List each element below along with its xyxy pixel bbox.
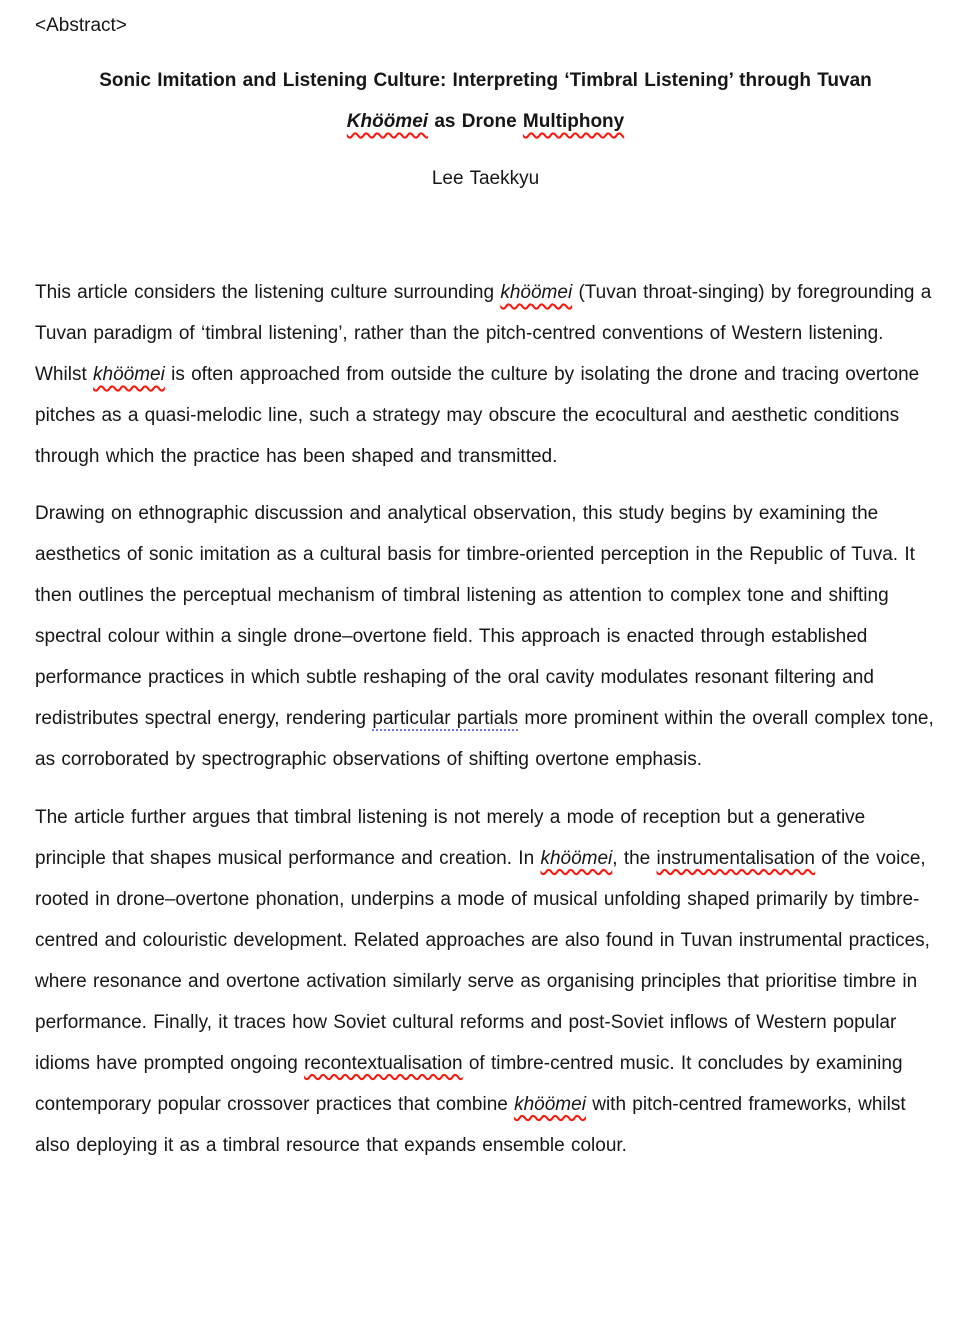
misspelled-word: khöömei [514, 1093, 586, 1115]
text-run: (Tuvan throat-singing) by foregrounding a Tuvan paradigm of ‘timbral listening’, rather than the pitch-centred conventions of Western listening. Whilst [35, 282, 932, 386]
empty-paragraph [35, 215, 936, 256]
misspelled-word: khöömei [93, 364, 165, 386]
text-run: Drawing on ethnographic discussion and analytical observation, this study begins by examining the aesthetics of sonic imitation as a cultural basis for timbre-oriented perception in the Republic of Tuva. It then outlines the perceptual mechanism of timbral listening as attention to complex tone and shifting spectral colour within a single drone–overtone field. This approach is enacted through established performance practices in which subtle reshaping of the oral cavity modulates resonant filtering and redistributes spectral energy, rendering [35, 503, 915, 730]
text-run: as Drone [428, 111, 523, 133]
text-run: , the [612, 847, 657, 869]
author-name: Lee Taekkyu [431, 168, 540, 190]
text-run: This article considers the listening culture surrounding [35, 282, 501, 304]
misspelled-word: instrumentalisation [656, 847, 815, 869]
text-run: of the voice, rooted in drone–overtone phonation, underpins a mode of musical unfolding shaped primarily by timbre-centred and colouristic development. Related approaches are also found in Tuvan instrumental practices, where resonance and overtone activation similarly serve as organising principles that prioritise timbre in performance. Finally, it traces how Soviet cultural reforms and post-Soviet inflows of Western popular idioms have prompted ongoing [35, 847, 930, 1074]
text-run: The article further argues that timbral listening is not merely a mode of reception but a generative principle that shapes musical performance and creation. In [35, 806, 866, 869]
abstract-tag: <Abstract> [35, 15, 127, 36]
abstract-paragraph-2 [35, 493, 936, 780]
misspelled-word: khöömei [540, 847, 613, 869]
paper-title [35, 60, 936, 142]
title-line-1: Sonic Imitation and Listening Culture: Interpreting ‘Timbral Listening’ through Tuvan [99, 70, 872, 92]
text-run: of timbre-centred music. It concludes by examining contemporary popular crossover practices that combine [35, 1052, 903, 1115]
grammar-flagged-phrase: particular partials [372, 708, 519, 730]
text-run: with pitch-centred frameworks, whilst also deploying it as a timbral resource that expands ensemble colour. [35, 1093, 906, 1156]
text-run: is often approached from outside the culture by isolating the drone and tracing overtone pitches as a quasi-melodic line, such a strategy may obscure the ecocultural and aesthetic conditions through which the practice has been shaped and transmitted. [35, 364, 920, 468]
abstract-paragraph-1 [35, 272, 936, 477]
misspelled-word: recontextualisation [304, 1052, 463, 1074]
title-line-2 [35, 101, 936, 142]
misspelled-word: Khöömei [346, 111, 429, 133]
misspelled-word: Multiphony [522, 111, 625, 133]
abstract-paragraph-3 [35, 797, 936, 1166]
misspelled-word: khöömei [500, 282, 573, 304]
text-run: more prominent within the overall complex tone, as corroborated by spectrographic observations of shifting overtone emphasis. [35, 708, 934, 771]
